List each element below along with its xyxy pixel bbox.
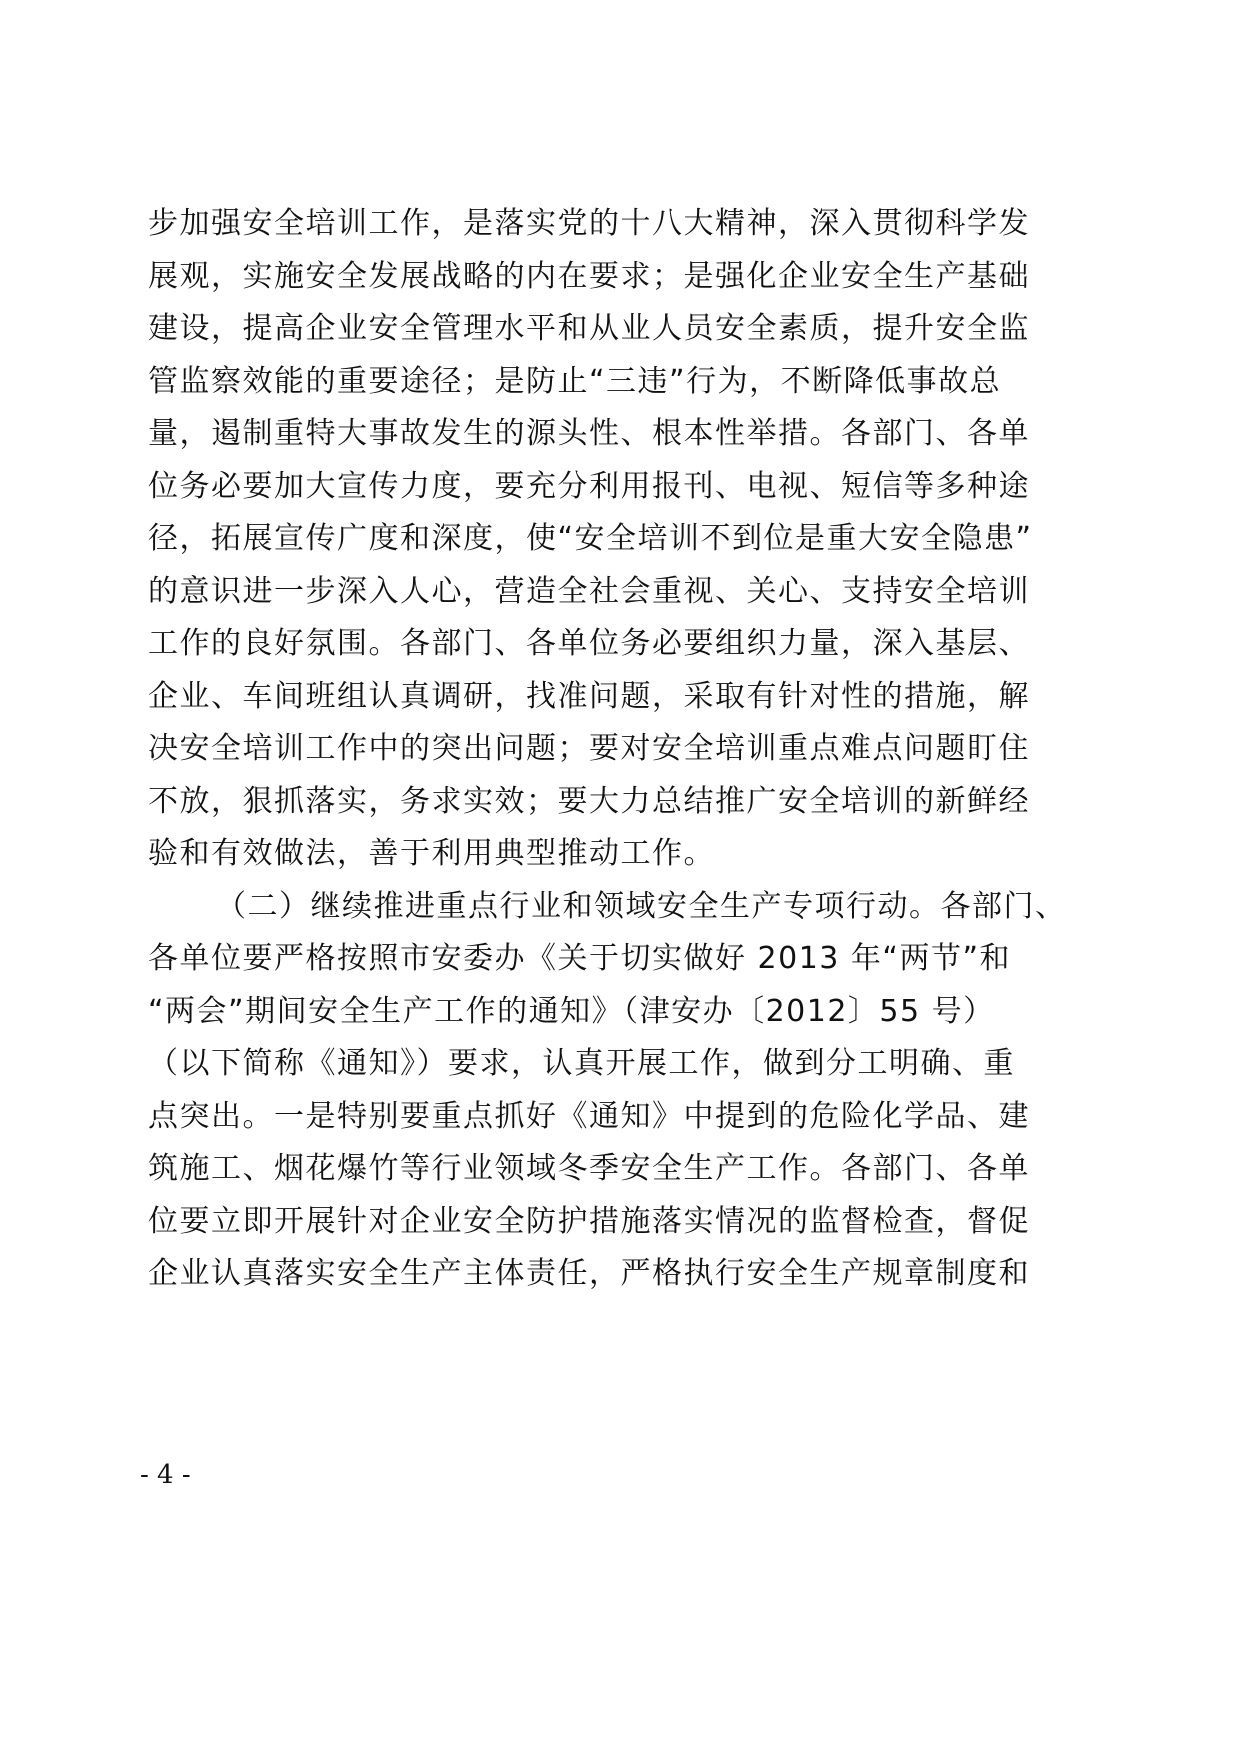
text-line: 各单位要严格按照市安委办《关于切实做好 2013 年“两节”和 bbox=[148, 941, 1012, 976]
text-line: 展观，实施安全发展战略的内在要求；是强化企业安全生产基础 bbox=[148, 258, 1030, 294]
text-line: 量，遏制重特大事故发生的源头性、根本性举措。各部门、各单 bbox=[148, 416, 1030, 451]
text-line: 径，拓展宣传广度和深度，使“安全培训不到位是重大安全隐患” bbox=[148, 521, 1033, 556]
body-text bbox=[148, 198, 1067, 1301]
text-line: “两会”期间安全生产工作的通知》（津安办〔2012〕55 号） bbox=[148, 993, 995, 1029]
text-line: 位要立即开展针对企业安全防护措施落实情况的监督检查，督促 bbox=[148, 1203, 1030, 1239]
text-line: （以下简称《通知》）要求，认真开展工作，做到分工明确、重 bbox=[148, 1046, 1015, 1081]
text-line: 验和有效做法，善于利用典型推动工作。 bbox=[148, 836, 715, 871]
text-line: 不放，狠抓落实，务求实效；要大力总结推广安全培训的新鲜经 bbox=[148, 783, 1030, 819]
text-line: 企业、车间班组认真调研，找准问题，采取有针对性的措施，解 bbox=[148, 678, 1030, 714]
text-line: 筑施工、烟花爆竹等行业领域冬季安全生产工作。各部门、各单 bbox=[148, 1151, 1030, 1186]
section-heading-line: （二）继续推进重点行业和领域安全生产专项行动。各部门、 bbox=[216, 888, 1067, 924]
text-line: 决安全培训工作中的突出问题；要对安全培训重点难点问题盯住 bbox=[148, 731, 1030, 766]
text-line: 工作的良好氛围。各部门、各单位务必要组织力量，深入基层、 bbox=[148, 626, 1030, 661]
page-number: - 4 - bbox=[140, 1460, 191, 1490]
text-line: 的意识进一步深入人心，营造全社会重视、关心、支持安全培训 bbox=[148, 573, 1030, 609]
text-line: 步加强安全培训工作，是落实党的十八大精神，深入贯彻科学发 bbox=[148, 206, 1030, 241]
text-line: 企业认真落实安全生产主体责任，严格执行安全生产规章制度和 bbox=[148, 1256, 1030, 1291]
text-line: 点突出。一是特别要重点抓好《通知》中提到的危险化学品、建 bbox=[148, 1098, 1030, 1134]
text-line: 建设，提高企业安全管理水平和从业人员安全素质，提升安全监 bbox=[148, 311, 1030, 346]
text-line: 位务必要加大宣传力度，要充分利用报刊、电视、短信等多种途 bbox=[148, 468, 1030, 504]
text-line: 管监察效能的重要途径；是防止“三违”行为，不断降低事故总 bbox=[148, 363, 1002, 399]
